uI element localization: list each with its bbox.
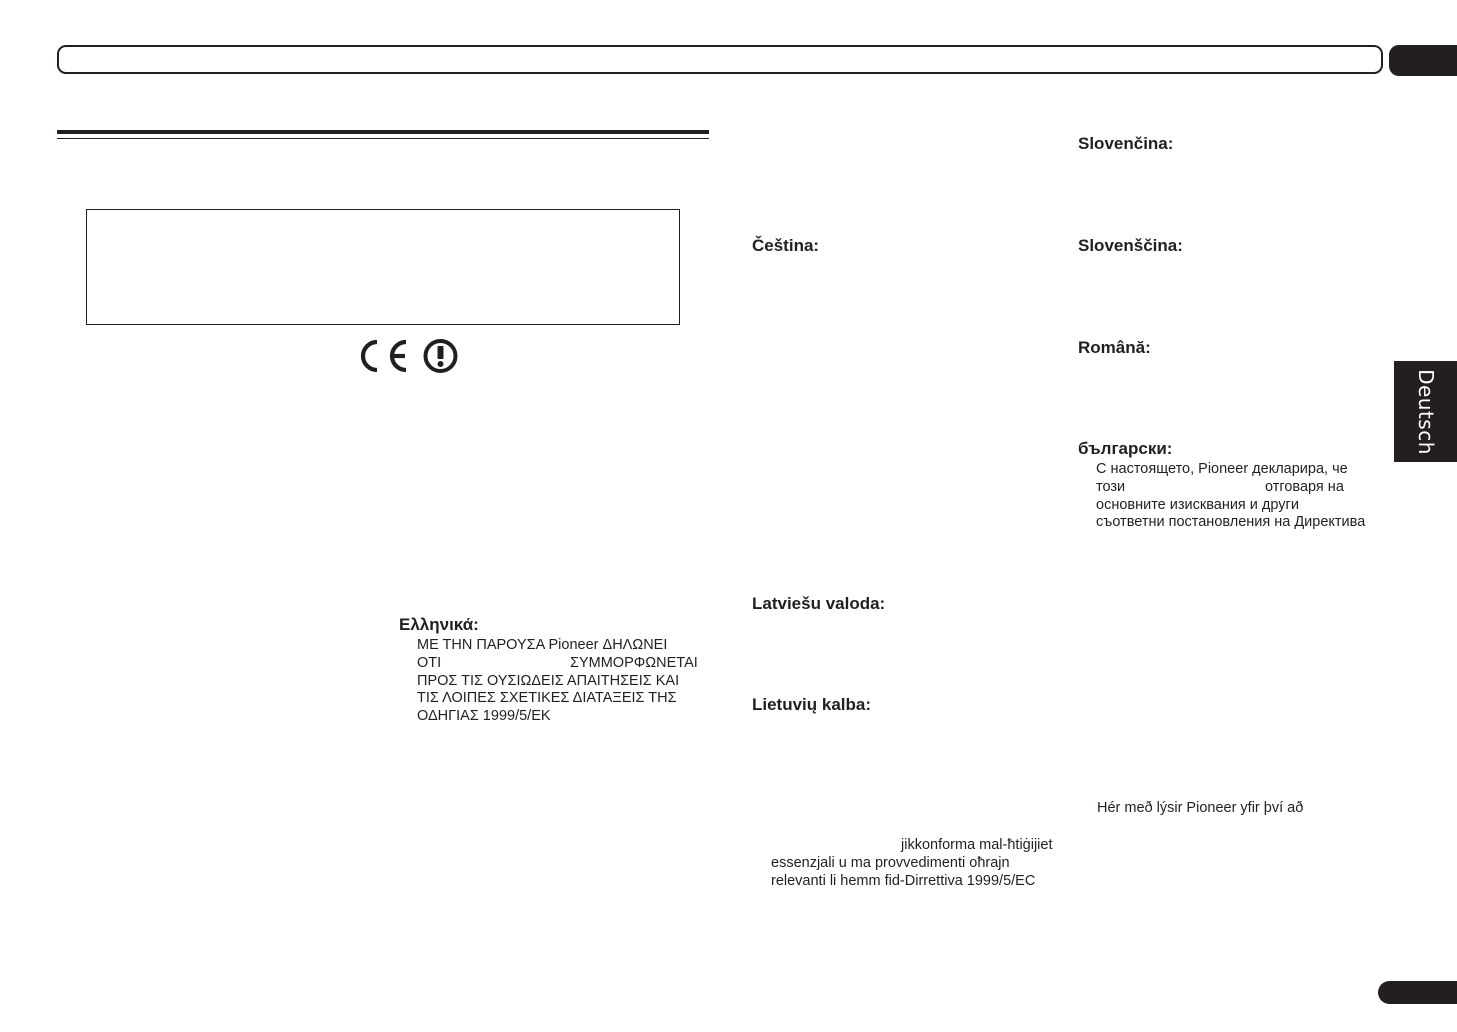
alert-mark-icon	[426, 341, 456, 371]
bulgarian-line-2-b: отговаря на	[1265, 478, 1344, 495]
heading-latvian: Latviešu valoda:	[752, 594, 886, 613]
section-rule-thin	[57, 138, 709, 139]
language-tab[interactable]	[1394, 361, 1457, 462]
heading-lithuanian: Lietuvių kalba:	[752, 695, 872, 714]
header-bar	[57, 45, 1383, 74]
greek-line-5: ΟΔΗΓΙΑΣ 1999/5/ΕΚ	[417, 708, 551, 725]
bulgarian-line-1: С настоящето, Pioneer декларира, че	[1096, 461, 1348, 477]
icelandic-declaration	[1097, 800, 1303, 818]
greek-line-4: ΤΙΣ ΛΟΙΠΕΣ ΣΧΕΤΙΚΕΣ ΔΙΑΤΑΞΕΙΣ ΤΗΣ	[417, 690, 677, 707]
ce-mark-icon	[363, 342, 406, 370]
page-number-tab	[1378, 981, 1457, 1004]
heading-greek: Ελληνικά:	[399, 615, 479, 634]
maltese-line-1	[771, 837, 1053, 855]
greek-line-2-b: ΣΥΜΜΟΡΦΩΝΕΤΑΙ	[570, 654, 698, 671]
bulgarian-declaration	[1096, 461, 1365, 532]
section-rule-thick	[57, 130, 709, 134]
heading-slovak: Slovenčina:	[1078, 134, 1174, 153]
heading-slovene: Slovenščina:	[1078, 236, 1183, 255]
greek-line-2	[417, 654, 698, 673]
notice-box	[86, 209, 680, 325]
heading-czech: Čeština:	[752, 236, 820, 255]
icelandic-line-1: Hér með lýsir Pioneer yfir því að	[1097, 800, 1304, 816]
greek-line-3: ΠΡΟΣ ΤΙΣ ΟΥΣΙΩΔΕΙΣ ΑΠΑΙΤΗΣΕΙΣ ΚΑΙ	[417, 672, 680, 689]
heading-romanian: Română:	[1078, 338, 1151, 357]
maltese-line-2: essenzjali u ma provvedimenti oħrajn	[771, 854, 1010, 871]
language-tab-label: Deutsch	[1413, 368, 1438, 455]
ce-alert-marks	[356, 337, 466, 375]
greek-line-1: ΜΕ ΤΗΝ ΠΑΡΟΥΣΑ Pioneer ΔΗΛΩΝΕΙ	[417, 637, 668, 653]
maltese-line-1-text: jikkonforma mal-ħtiġijiet	[901, 837, 1053, 853]
bulgarian-line-3: основните изисквания и други	[1096, 496, 1299, 513]
bulgarian-line-2-a: този	[1096, 478, 1126, 495]
heading-bulgarian: български:	[1078, 439, 1173, 458]
greek-line-2-a: ΟΤΙ	[417, 654, 442, 671]
header-tab	[1389, 45, 1457, 76]
greek-declaration	[417, 637, 698, 726]
maltese-line-3: relevanti li hemm fid-Dirrettiva 1999/5/EC	[771, 872, 1036, 889]
maltese-declaration	[771, 837, 1053, 890]
bulgarian-line-2	[1096, 479, 1365, 497]
bulgarian-line-4: съответни постановления на Директива	[1096, 514, 1366, 531]
